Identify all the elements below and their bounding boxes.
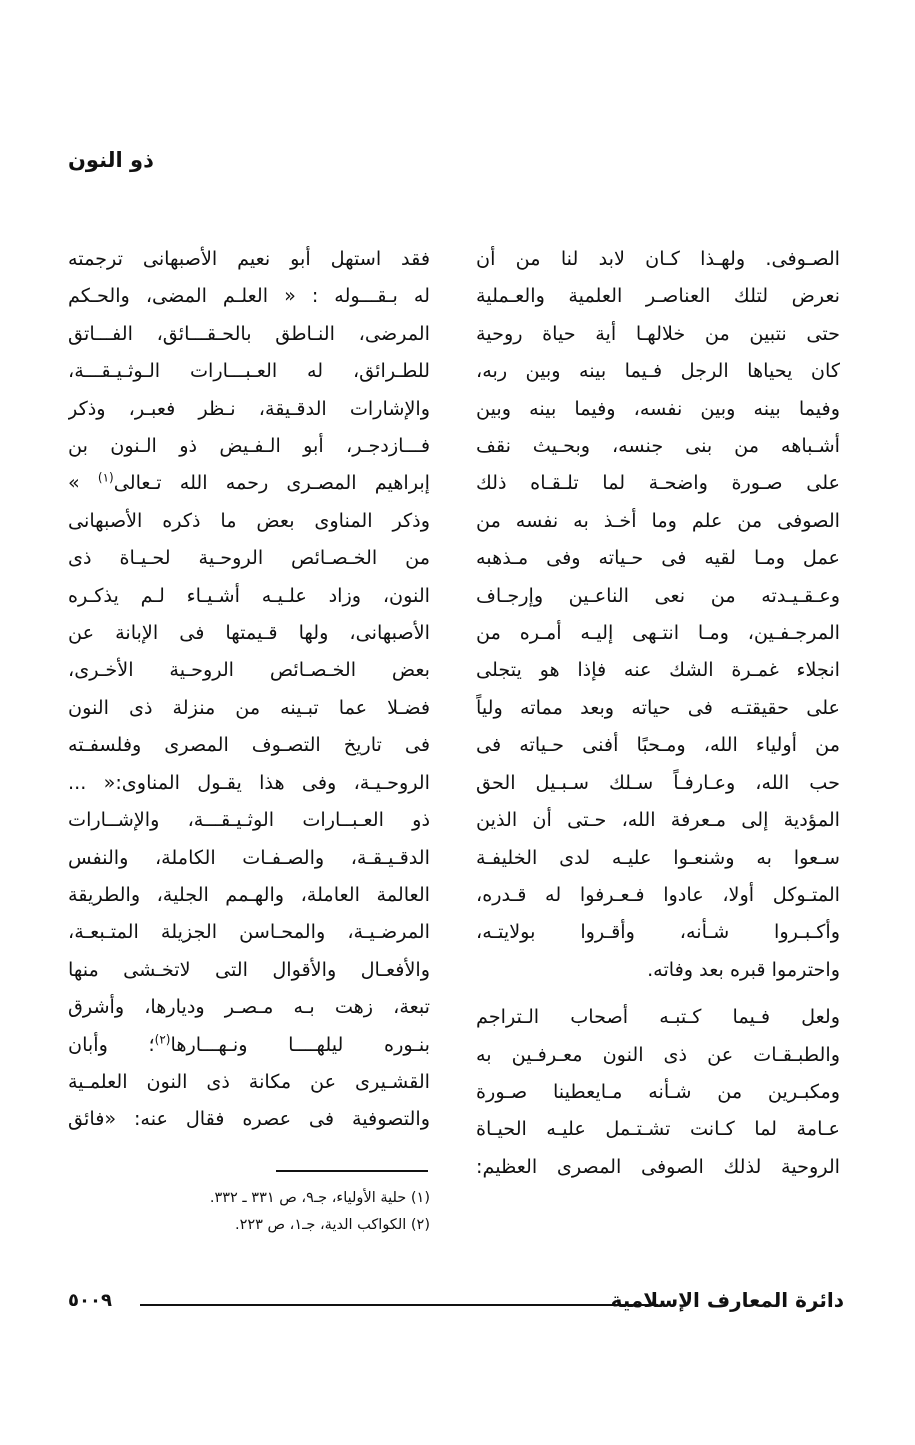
paragraph-break: [476, 988, 840, 998]
footnote-divider: [276, 1170, 428, 1172]
text-line-with-footnote: [68, 1026, 430, 1063]
text-line: للطـرائق، له العـبـــارات الـوثـيـقـــة،: [68, 359, 430, 383]
text-line: حتى نتبين من خلالهـا أية حياة روحية: [476, 321, 840, 345]
text-line: واحترموا قبره بعد وفاته.: [647, 957, 840, 981]
text-line: أشـباهه من بنى جنسه، وبحـيث نقف: [476, 434, 840, 458]
text-line: من الخـصـائص الروحـية لحـيـاة ذى: [68, 546, 430, 570]
text-line: انجلاء غمـرة الشك عنه فإذا هو يتجلى: [476, 658, 840, 682]
text-line: المؤدية إلى مـعرفة الله، حـتى أن الذين: [476, 808, 840, 832]
text-line: الدقـيـقـة، والصـفـات الكاملة، والنفس: [68, 845, 430, 869]
text-line: تبعة، زهت بـه مـصـر وديارها، وأشرق: [68, 995, 430, 1019]
line-text: بنـوره ليلهــــا ونـهـــارها: [170, 1032, 430, 1056]
text-line: على حقيقتـه فى حياته وبعد مماته ولياً: [476, 695, 840, 719]
footnote-1: (١) حلية الأولياء، جـ٩، ص ٣٣١ ـ ٣٣٢.: [209, 1190, 430, 1206]
text-line: القشـيرى عن مكانة ذى النون العلمـية: [68, 1069, 430, 1093]
text-line: ولعل فـيما كـتبـه أصحاب الـتراجم: [476, 1005, 840, 1029]
text-line: سـعوا به وشنعـوا عليـه لدى الخليفـة: [476, 845, 840, 869]
text-line: وفيما بينه وبين نفسه، وفيما بينه وبين: [476, 396, 840, 420]
footnotes: [150, 1185, 430, 1239]
text-line: عـامة لما كـانت تشـتـمل عليـه الحيـاة: [476, 1117, 840, 1141]
text-line: المرجـفـين، ومـا انتـهى إليـه أمـره من: [476, 621, 840, 645]
text-line: العالمة العاملة، والهـمم الجلية، والطريقة: [68, 882, 430, 906]
text-line: فـــازدجـر، أبو الـفـيض ذو الـنون بن: [68, 434, 430, 458]
footer-rule: [140, 1304, 658, 1306]
text-line: له بـقـــوله : « العلـم المضى، والحـكم: [68, 284, 430, 308]
text-line: والتصوفية فى عصره فقال عنه: «فائق: [68, 1107, 430, 1131]
text-line-with-footnote: [68, 464, 430, 501]
text-line: ذو العـبــارات الوثـيـقـــة، والإشــارات: [68, 808, 430, 832]
text-line: حب الله، وعـارفـاً سـلك سـبـيل الحق: [476, 770, 840, 794]
text-line: المتـوكل أولا، عادوا فـعـرفوا له قـدره،: [476, 882, 840, 906]
text-line: وذكر المناوى بعض ما ذكره الأصبهانى: [68, 508, 430, 532]
text-line: على صـورة واضحـة لما تلـقـاه ذلك: [476, 471, 840, 495]
text-line: من أولياء الله، ومـحبًا أفنى حـياته فى: [476, 733, 840, 757]
text-line: النون، وزاد علـيـه أشـيـاء لـم يذكـره: [68, 583, 430, 607]
text-line: المرضى، النـاطق بالحـقـــائق، الفـــاتق: [68, 321, 430, 345]
text-line: والأفعـال والأقوال التى لاتخـشى منها: [68, 957, 430, 981]
text-line: ومكبـرين من شـأنه مـايعطينا صـورة: [476, 1079, 840, 1103]
text-line: وأكـبـروا شـأنه، وأقـروا بولايتـه،: [476, 920, 840, 944]
line-text: إبراهيم المصـرى رحمه الله تـعالى: [113, 471, 430, 495]
text-line: الأصبهانى، ولها قـيمتها فى الإبانة عن: [68, 621, 430, 645]
text-line: بعض الخـصـائص الروحـية الأخـرى،: [68, 658, 430, 682]
text-line: وعـقـيـدته من نعى الناعـين وإرجـاف: [476, 583, 840, 607]
footnote-ref-1: (١): [97, 471, 114, 486]
text-line: المرضـيـة، والمحـاسن الجزيلة المتـبعـة،: [68, 920, 430, 944]
text-line: فضـلا عما تبـينه من منزلة ذى النون: [68, 695, 430, 719]
page-footer: [68, 1288, 844, 1318]
text-line: فقد استهل أبو نعيم الأصبهانى ترجمته: [68, 247, 430, 270]
running-head: ذو النون: [68, 148, 154, 172]
text-line: كان يحياها الرجل فـيما بينه وبين ربه،: [476, 359, 840, 383]
text-line: فى تاريخ التصـوف المصرى وفلسفـته: [68, 733, 430, 757]
left-column: [68, 240, 430, 1138]
line-tail: ؛ وأبان: [68, 1032, 155, 1056]
text-line: الصوفى من علم وما أخـذ به نفسه من: [476, 508, 840, 532]
footnote-ref-2: (٢): [154, 1032, 171, 1047]
page-number: ٥٠٠٩: [68, 1290, 112, 1311]
publication-title: دائرة المعارف الإسلامية: [610, 1288, 844, 1312]
text-line: عمل ومـا لقيه فى حـياته وفى مـذهبه: [476, 546, 840, 570]
closing-quote: »: [68, 471, 98, 495]
text-line: والإشارات الدقـيقة، نـظر فعبـر، وذكر: [68, 396, 430, 420]
text-line: والطبـقـات عن ذى النون معـرفـين به: [476, 1042, 840, 1066]
text-line: الصـوفى. ولهـذا كـان لابد لنا من أن: [476, 247, 840, 270]
text-line: الروحـيـة، وفى هذا يقـول المناوى:« ...: [68, 770, 430, 794]
text-line: نعرض لتلك العناصـر العلمية والعـملية: [476, 284, 840, 308]
right-column: [476, 240, 840, 1185]
text-line: الروحية لذلك الصوفى المصرى العظيم:: [476, 1154, 840, 1178]
footnote-2: (٢) الكواكب الدية، جـ١، ص ٢٢٣.: [234, 1217, 430, 1233]
